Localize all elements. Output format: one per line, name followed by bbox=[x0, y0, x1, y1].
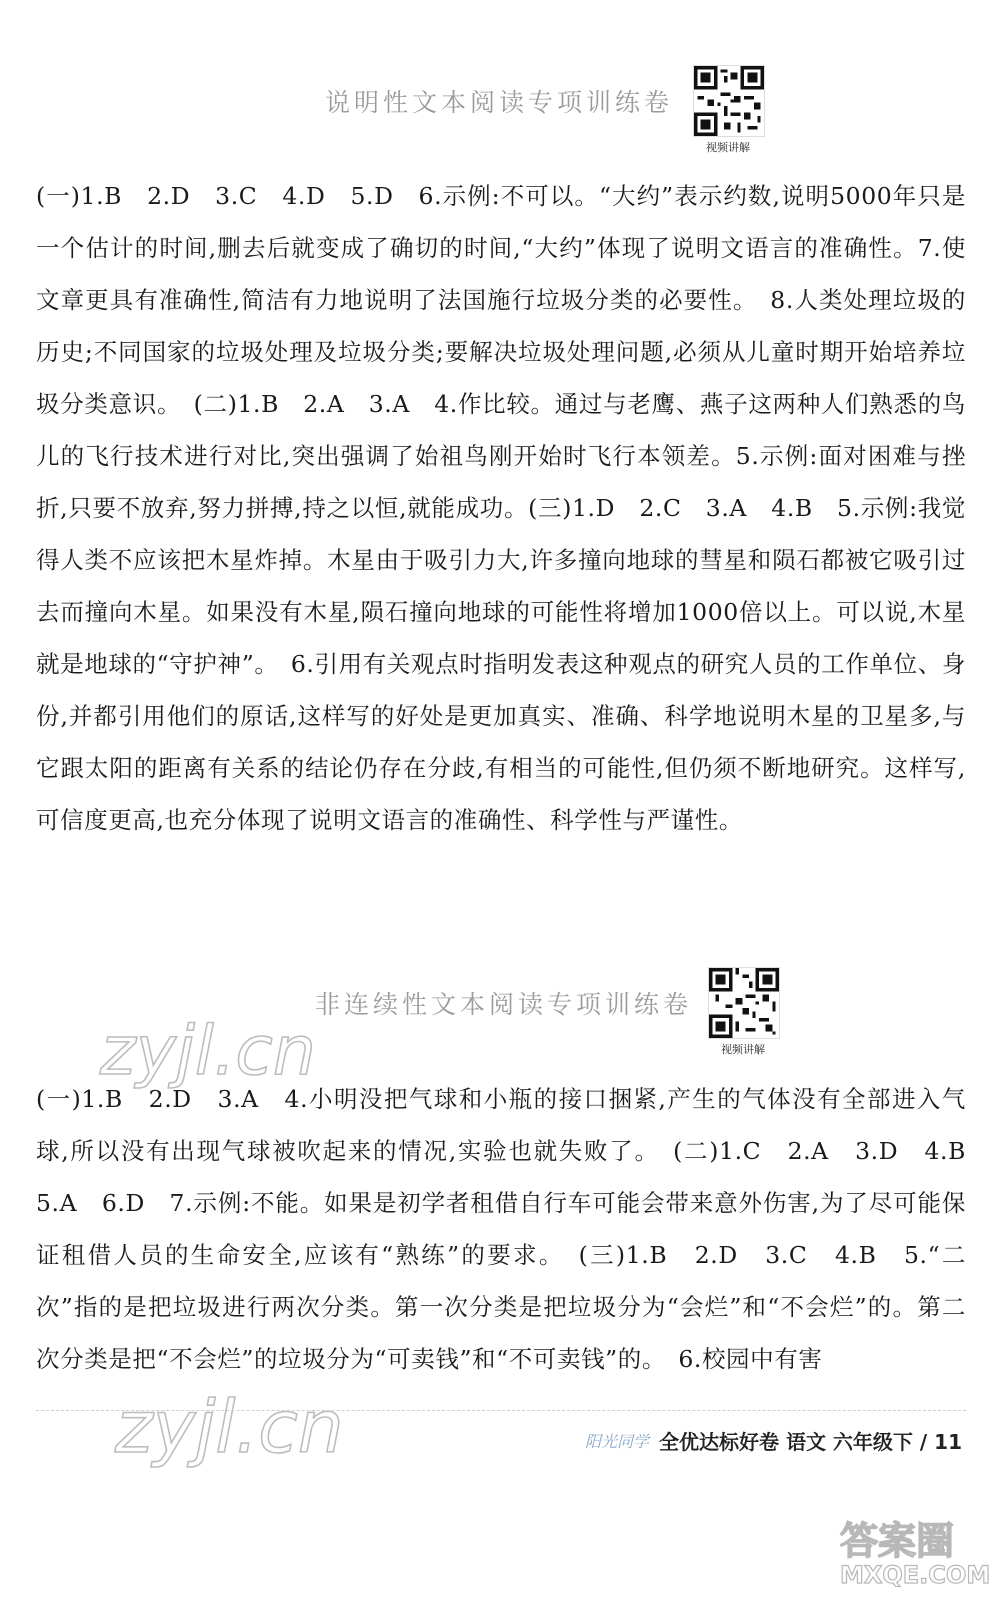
section-1-title: 说明性文本阅读专项训练卷 bbox=[325, 88, 674, 117]
section-2-header bbox=[0, 955, 996, 1065]
corner-logo-url: MXQE.COM bbox=[840, 1561, 991, 1589]
footer-book-info: 全优达标好卷 语文 六年级下 / 11 bbox=[659, 1429, 962, 1454]
section-2-title: 非连续性文本阅读专项训练卷 bbox=[315, 990, 693, 1019]
qr-code-icon[interactable] bbox=[693, 65, 765, 137]
qr-code-icon[interactable] bbox=[708, 967, 780, 1039]
corner-watermark-logo bbox=[840, 1510, 990, 1595]
footer-divider bbox=[36, 1410, 966, 1411]
watermark: zyjl.cn bbox=[100, 1012, 316, 1091]
section-1-header bbox=[0, 55, 996, 165]
watermark: zyjl.cn bbox=[115, 1385, 344, 1469]
qr-caption: 视频讲解 bbox=[706, 141, 750, 154]
qr-caption: 视频讲解 bbox=[721, 1043, 765, 1056]
page-footer bbox=[585, 1420, 962, 1460]
section-2-answers: (一)1.B 2.D 3.A 4.小明没把气球和小瓶的接口捆紧,产生的气体没有全部进入气球,所以没有出现气球被吹起来的情况,实验也就失败了。 (二)1.C 2.A 3.D 4.B 5.A 6.D 7.示例:不能。如果是初学者租借自行车可能会带来意外伤害,为了尽可能保证租借人员的生命安全,应该有“熟练”的要求。 (三)1.B 2.D 3.C 4.B 5.“二次”指的是把垃圾进行两次分类。第一次分类是把垃圾分为“会烂”和“不会烂”的。第二次分类是把“不会烂”的垃圾分为“可卖钱”和“不可卖钱”的。 6.校园中有害 bbox=[36, 1085, 991, 1373]
section-1-answers: (一)1.B 2.D 3.C 4.D 5.D 6.示例:不可以。“大约”表示约数,说明5000年只是一个估计的时间,删去后就变成了确切的时间,“大约”体现了说明文语言的准确性。7.使文章更具有准确性,简洁有力地说明了法国施行垃圾分类的必要性。 8.人类处理垃圾的历史;不同国家的垃圾处理及垃圾分类;要解决垃圾处理问题,必须从儿童时期开始培养垃圾分类意识。 (二)1.B 2.A 3.A 4.作比较。通过与老鹰、燕子这两种人们熟悉的鸟儿的飞行技术进行对比,突出强调了始祖鸟刚开始时飞行本领差。5.示例:面对困难与挫折,只要不放弃,努力拼搏,持之以恒,就能成功。(三)1.D 2.C 3.A 4.B 5.示例:我觉得人类不应该把木星炸掉。木星由于吸引力大,许多撞向地球的彗星和陨石都被它吸引过去而撞向木星。如果没有木星,陨石撞向地球的可能性将增加1000倍以上。可以说,木星就是地球的“守护神”。 6.引用有关观点时指明发表这种观点的研究人员的工作单位、身份,并都引用他们的原话,这样写的好处是更加真实、准确、科学地说明木星的卫星多,与它跟太阳的距离有关系的结论仍存在分歧,有相当的可能性,但仍须不断地研究。这样写,可信度更高,也充分体现了说明文语言的准确性、科学性与严谨性。 bbox=[36, 182, 966, 834]
brand-logo: 阳光同学 bbox=[584, 1431, 649, 1451]
corner-logo-mark: 答案圈 bbox=[840, 1519, 955, 1563]
